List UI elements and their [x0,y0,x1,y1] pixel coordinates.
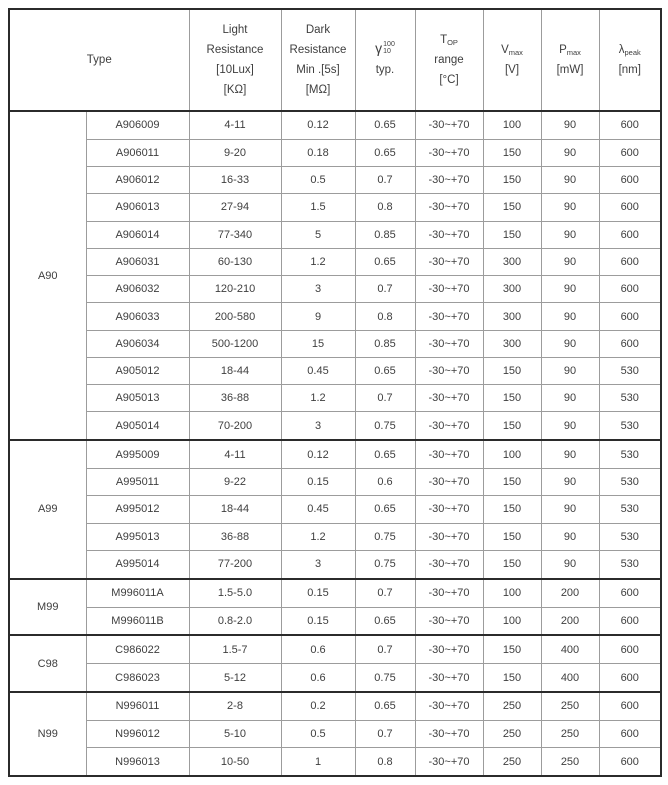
cell-value: 0.7 [355,720,415,747]
header-line: [KΩ] [223,84,247,96]
cell-value: 36-88 [189,385,281,412]
cell-value: 60-130 [189,248,281,275]
cell-value: 600 [599,111,661,139]
cell-value: 100 [483,111,541,139]
cell-value: -30~+70 [415,469,483,496]
cell-part-number: M996011A [86,579,189,607]
header-line: Min .[5s] [296,64,340,76]
cell-value: 1.2 [281,248,355,275]
cell-value: 77-200 [189,550,281,578]
cell-value: 250 [541,748,599,776]
cell-value: -30~+70 [415,412,483,440]
cell-value: 0.65 [355,139,415,166]
cell-value: 250 [541,720,599,747]
cell-part-number: A906033 [86,303,189,330]
cell-value: 4-11 [189,440,281,468]
header-line: Dark [305,24,331,36]
column-header-gamma [355,9,415,111]
cell-value: 0.7 [355,635,415,663]
header-line: [nm] [618,64,641,76]
cell-value: 0.7 [355,579,415,607]
cell-value: 530 [599,469,661,496]
cell-value: 0.8 [355,303,415,330]
cell-value: 18-44 [189,357,281,384]
cell-value: -30~+70 [415,276,483,303]
cell-value: -30~+70 [415,635,483,663]
cell-value: -30~+70 [415,357,483,384]
cell-value: 600 [599,635,661,663]
header-symbol-line: $\lambda_{peak}$ [618,44,641,57]
table-row [9,440,661,468]
cell-value: 90 [541,194,599,221]
cell-value: 36-88 [189,523,281,550]
type-group-label: M99 [9,579,86,636]
cell-part-number: A995011 [86,469,189,496]
cell-value: 0.65 [355,248,415,275]
cell-value: 530 [599,357,661,384]
cell-value: 16-33 [189,167,281,194]
cell-value: 150 [483,412,541,440]
type-group-label: N99 [9,692,86,776]
cell-value: 600 [599,221,661,248]
cell-part-number: A906031 [86,248,189,275]
cell-value: 1.5-7 [189,635,281,663]
cell-value: 90 [541,248,599,275]
cell-part-number: A906034 [86,330,189,357]
cell-value: 0.45 [281,357,355,384]
column-header-light-resistance [189,9,281,111]
table-row [9,550,661,578]
cell-value: 600 [599,139,661,166]
cell-value: 150 [483,139,541,166]
cell-value: 530 [599,412,661,440]
spec-table [8,8,662,777]
table-row [9,330,661,357]
cell-value: 600 [599,248,661,275]
cell-value: 150 [483,523,541,550]
cell-part-number: N996012 [86,720,189,747]
cell-part-number: A906014 [86,221,189,248]
table-row [9,276,661,303]
cell-value: 27-94 [189,194,281,221]
type-group-label: A99 [9,440,86,578]
table-row [9,412,661,440]
cell-value: -30~+70 [415,607,483,635]
header-symbol-line: $V_{max}$ [501,44,523,57]
cell-value: 1.5 [281,194,355,221]
cell-value: 1.2 [281,523,355,550]
header-line: Resistance [206,44,264,56]
cell-value: 90 [541,221,599,248]
cell-value: 1.5-5.0 [189,579,281,607]
cell-value: 0.18 [281,139,355,166]
header-line: [10Lux] [216,64,254,76]
cell-value: 300 [483,248,541,275]
cell-value: 600 [599,720,661,747]
cell-value: 0.65 [355,357,415,384]
cell-value: -30~+70 [415,330,483,357]
cell-value: 150 [483,385,541,412]
table-row [9,523,661,550]
type-group-label: A90 [9,111,86,440]
cell-part-number: C986023 [86,664,189,692]
cell-value: 90 [541,385,599,412]
cell-value: 150 [483,194,541,221]
cell-value: 0.75 [355,664,415,692]
cell-value: 9 [281,303,355,330]
column-header-type: Type [9,9,189,111]
cell-value: 400 [541,664,599,692]
cell-value: 4-11 [189,111,281,139]
cell-value: 0.85 [355,330,415,357]
cell-value: 300 [483,276,541,303]
cell-value: 530 [599,440,661,468]
cell-value: -30~+70 [415,248,483,275]
cell-value: 90 [541,523,599,550]
cell-value: 250 [483,748,541,776]
header-line: [V] [504,64,520,76]
table-row [9,469,661,496]
gamma-symbol: γ 100 10 [375,40,395,56]
cell-part-number: M996011B [86,607,189,635]
cell-value: 600 [599,194,661,221]
cell-value: 0.7 [355,167,415,194]
column-header-lambda-peak [599,9,661,111]
cell-value: 2-8 [189,692,281,720]
cell-part-number: A905013 [86,385,189,412]
cell-value: 70-200 [189,412,281,440]
cell-value: -30~+70 [415,496,483,523]
cell-value: 5-10 [189,720,281,747]
cell-value: 150 [483,221,541,248]
cell-value: 90 [541,550,599,578]
cell-value: 0.65 [355,440,415,468]
cell-value: 3 [281,412,355,440]
table-row [9,139,661,166]
cell-value: 600 [599,664,661,692]
cell-value: -30~+70 [415,303,483,330]
cell-value: 0.5 [281,720,355,747]
cell-part-number: A906013 [86,194,189,221]
cell-value: 0.8 [355,194,415,221]
cell-value: 1.2 [281,385,355,412]
cell-value: 0.7 [355,276,415,303]
table-row [9,664,661,692]
table-row [9,221,661,248]
cell-value: 530 [599,550,661,578]
cell-value: 0.12 [281,111,355,139]
cell-value: 150 [483,550,541,578]
cell-value: 90 [541,167,599,194]
cell-value: 5-12 [189,664,281,692]
cell-value: 0.65 [355,111,415,139]
table-row [9,303,661,330]
cell-value: -30~+70 [415,523,483,550]
cell-value: 0.6 [355,469,415,496]
table-row [9,496,661,523]
cell-value: -30~+70 [415,692,483,720]
cell-value: 100 [483,440,541,468]
cell-part-number: A995012 [86,496,189,523]
cell-value: 530 [599,523,661,550]
cell-part-number: A906032 [86,276,189,303]
table-row [9,692,661,720]
cell-value: 0.6 [281,664,355,692]
column-header-dark-resistance [281,9,355,111]
cell-value: 100 [483,607,541,635]
cell-value: -30~+70 [415,194,483,221]
header-symbol-line: $P_{max}$ [559,44,581,57]
cell-value: 600 [599,748,661,776]
cell-value: 90 [541,330,599,357]
cell-value: 90 [541,469,599,496]
cell-value: 0.65 [355,692,415,720]
cell-value: 90 [541,303,599,330]
cell-value: 90 [541,111,599,139]
cell-value: 0.12 [281,440,355,468]
cell-part-number: A905014 [86,412,189,440]
header-line: [mW] [556,64,584,76]
header-line: range [434,54,464,66]
table-row [9,385,661,412]
cell-part-number: A906012 [86,167,189,194]
cell-part-number: C986022 [86,635,189,663]
cell-value: 150 [483,496,541,523]
cell-value: -30~+70 [415,221,483,248]
table-row [9,607,661,635]
cell-value: 200 [541,607,599,635]
cell-value: 0.5 [281,167,355,194]
cell-value: 3 [281,276,355,303]
cell-value: -30~+70 [415,550,483,578]
cell-value: 0.75 [355,412,415,440]
table-row [9,579,661,607]
cell-value: 0.15 [281,579,355,607]
cell-value: 90 [541,139,599,166]
cell-value: 0.8 [355,748,415,776]
cell-value: 90 [541,496,599,523]
cell-value: 400 [541,635,599,663]
cell-value: -30~+70 [415,720,483,747]
cell-value: -30~+70 [415,748,483,776]
cell-part-number: A906011 [86,139,189,166]
cell-value: 90 [541,440,599,468]
table-row [9,635,661,663]
cell-value: 90 [541,412,599,440]
cell-value: 600 [599,692,661,720]
cell-value: 150 [483,664,541,692]
cell-value: 150 [483,357,541,384]
table-row [9,111,661,139]
column-header-v-max [483,9,541,111]
cell-value: 0.85 [355,221,415,248]
cell-part-number: N996011 [86,692,189,720]
cell-value: 250 [541,692,599,720]
cell-value: 10-50 [189,748,281,776]
cell-value: 5 [281,221,355,248]
cell-value: 0.45 [281,496,355,523]
cell-value: 0.75 [355,550,415,578]
header-line: [MΩ] [305,84,331,96]
cell-value: 200-580 [189,303,281,330]
cell-value: 0.65 [355,496,415,523]
cell-value: 0.7 [355,385,415,412]
table-row [9,357,661,384]
table-header [9,9,661,111]
cell-part-number: A995009 [86,440,189,468]
cell-value: 150 [483,167,541,194]
cell-value: 530 [599,385,661,412]
cell-value: 300 [483,303,541,330]
header-line: [°C] [439,74,459,86]
cell-value: 600 [599,167,661,194]
cell-value: 9-22 [189,469,281,496]
cell-value: 0.75 [355,523,415,550]
cell-value: 0.6 [281,635,355,663]
cell-part-number: N996013 [86,748,189,776]
table-row [9,720,661,747]
cell-value: 120-210 [189,276,281,303]
column-header-top-range [415,9,483,111]
cell-value: -30~+70 [415,440,483,468]
cell-value: -30~+70 [415,139,483,166]
cell-value: 3 [281,550,355,578]
cell-value: 150 [483,469,541,496]
cell-value: 600 [599,276,661,303]
header-line: typ. [375,64,395,76]
header-line: Resistance [289,44,347,56]
cell-value: 150 [483,635,541,663]
cell-value: 600 [599,607,661,635]
cell-value: 600 [599,579,661,607]
cell-value: 600 [599,330,661,357]
cell-value: 530 [599,496,661,523]
cell-value: 0.8-2.0 [189,607,281,635]
cell-value: 300 [483,330,541,357]
cell-value: 600 [599,303,661,330]
cell-value: 90 [541,276,599,303]
cell-value: 18-44 [189,496,281,523]
cell-value: -30~+70 [415,579,483,607]
type-group-label: C98 [9,635,86,692]
cell-value: 77-340 [189,221,281,248]
table-row [9,248,661,275]
table-body [9,111,661,776]
header-line: Light [222,24,248,36]
cell-part-number: A905012 [86,357,189,384]
table-row [9,748,661,776]
cell-value: -30~+70 [415,167,483,194]
cell-value: 250 [483,692,541,720]
cell-value: 0.15 [281,469,355,496]
cell-value: 0.65 [355,607,415,635]
cell-value: 0.2 [281,692,355,720]
cell-part-number: A995014 [86,550,189,578]
cell-value: 500-1200 [189,330,281,357]
table-row [9,167,661,194]
table-row [9,194,661,221]
cell-value: -30~+70 [415,664,483,692]
cell-value: 1 [281,748,355,776]
cell-value: 100 [483,579,541,607]
header-symbol-line: $T_{OP}$ [440,34,458,47]
cell-part-number: A906009 [86,111,189,139]
cell-value: 15 [281,330,355,357]
cell-value: 90 [541,357,599,384]
cell-value: 200 [541,579,599,607]
cell-part-number: A995013 [86,523,189,550]
cell-value: 0.15 [281,607,355,635]
cell-value: -30~+70 [415,385,483,412]
cell-value: -30~+70 [415,111,483,139]
column-header-p-max [541,9,599,111]
cell-value: 250 [483,720,541,747]
cell-value: 9-20 [189,139,281,166]
